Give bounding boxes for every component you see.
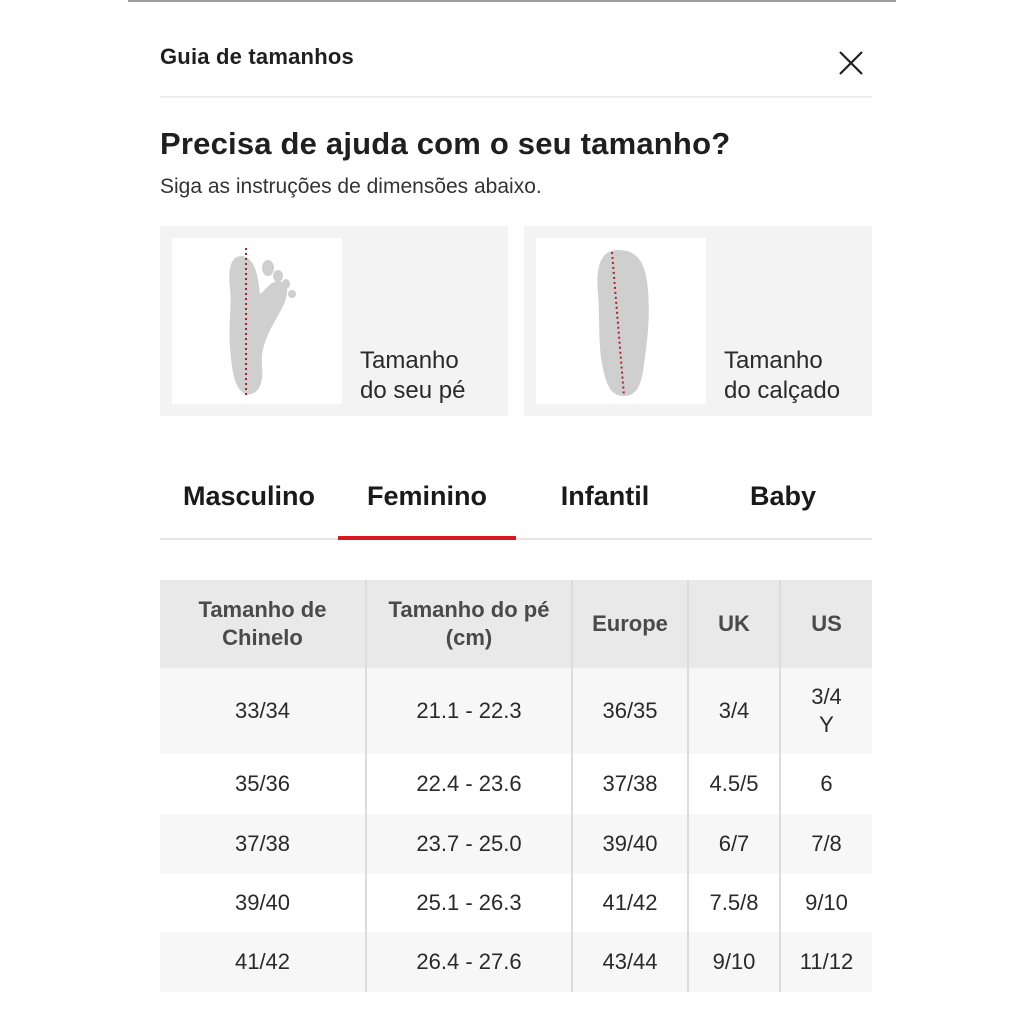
- table-cell: 11/12: [780, 932, 872, 992]
- table-cell: 41/42: [160, 932, 366, 992]
- header-slipper-size: Tamanho de Chinelo: [160, 580, 366, 668]
- foot-size-label: Tamanho do seu pé: [360, 347, 466, 404]
- table-row: [160, 932, 872, 992]
- foot-size-card: [160, 226, 508, 416]
- table-cell: 3/4: [688, 668, 780, 754]
- tab-masculino[interactable]: Masculino: [182, 481, 316, 511]
- sole-measure-image: [536, 238, 706, 404]
- size-guide-header: [160, 42, 872, 98]
- table-cell: 43/44: [572, 932, 688, 992]
- table-cell: 7.5/8: [688, 874, 780, 932]
- table-row: [160, 668, 872, 754]
- table-cell: 37/38: [160, 814, 366, 874]
- table-cell: 36/35: [572, 668, 688, 754]
- table-cell: 25.1 - 26.3: [366, 874, 572, 932]
- table-row: [160, 814, 872, 874]
- size-guide-panel: [128, 0, 896, 1026]
- tab-infantil[interactable]: Infantil: [560, 481, 650, 511]
- table-cell: 39/40: [572, 814, 688, 874]
- close-button[interactable]: [836, 48, 866, 78]
- gender-tabs: [160, 464, 872, 540]
- foot-measure-icon: [172, 238, 342, 404]
- table-cell: 9/10: [780, 874, 872, 932]
- foot-measure-image: [172, 238, 342, 404]
- table-cell: 7/8: [780, 814, 872, 874]
- header-uk: UK: [688, 580, 780, 668]
- close-icon: [836, 48, 866, 78]
- table-cell: 22.4 - 23.6: [366, 754, 572, 814]
- us-size-value: 3/4 Y: [811, 684, 842, 737]
- header-foot-size: Tamanho do pé (cm): [366, 580, 572, 668]
- tab-feminino[interactable]: Feminino: [338, 464, 516, 538]
- tab-baby[interactable]: Baby: [749, 481, 817, 511]
- shoe-size-card: [524, 226, 872, 416]
- table-cell: 23.7 - 25.0: [366, 814, 572, 874]
- table-cell: 21.1 - 22.3: [366, 668, 572, 754]
- table-cell: 26.4 - 27.6: [366, 932, 572, 992]
- table-cell: [780, 668, 872, 754]
- table-cell: 4.5/5: [688, 754, 780, 814]
- table-row: [160, 874, 872, 932]
- table-cell: 39/40: [160, 874, 366, 932]
- sole-measure-icon: [536, 238, 706, 404]
- table-cell: 6: [780, 754, 872, 814]
- table-cell: 9/10: [688, 932, 780, 992]
- size-guide-title: Guia de tamanhos: [160, 44, 354, 69]
- table-cell: 37/38: [572, 754, 688, 814]
- shoe-size-label: Tamanho do calçado: [724, 347, 841, 404]
- help-heading: Precisa de ajuda com o seu tamanho?: [160, 126, 731, 161]
- size-table: [160, 580, 872, 992]
- table-cell: 33/34: [160, 668, 366, 754]
- header-us: US: [780, 580, 872, 668]
- table-row: [160, 754, 872, 814]
- table-cell: 35/36: [160, 754, 366, 814]
- table-cell: 41/42: [572, 874, 688, 932]
- help-subtitle: Siga as instruções de dimensões abaixo.: [160, 175, 542, 198]
- header-europe: Europe: [572, 580, 688, 668]
- table-cell: 6/7: [688, 814, 780, 874]
